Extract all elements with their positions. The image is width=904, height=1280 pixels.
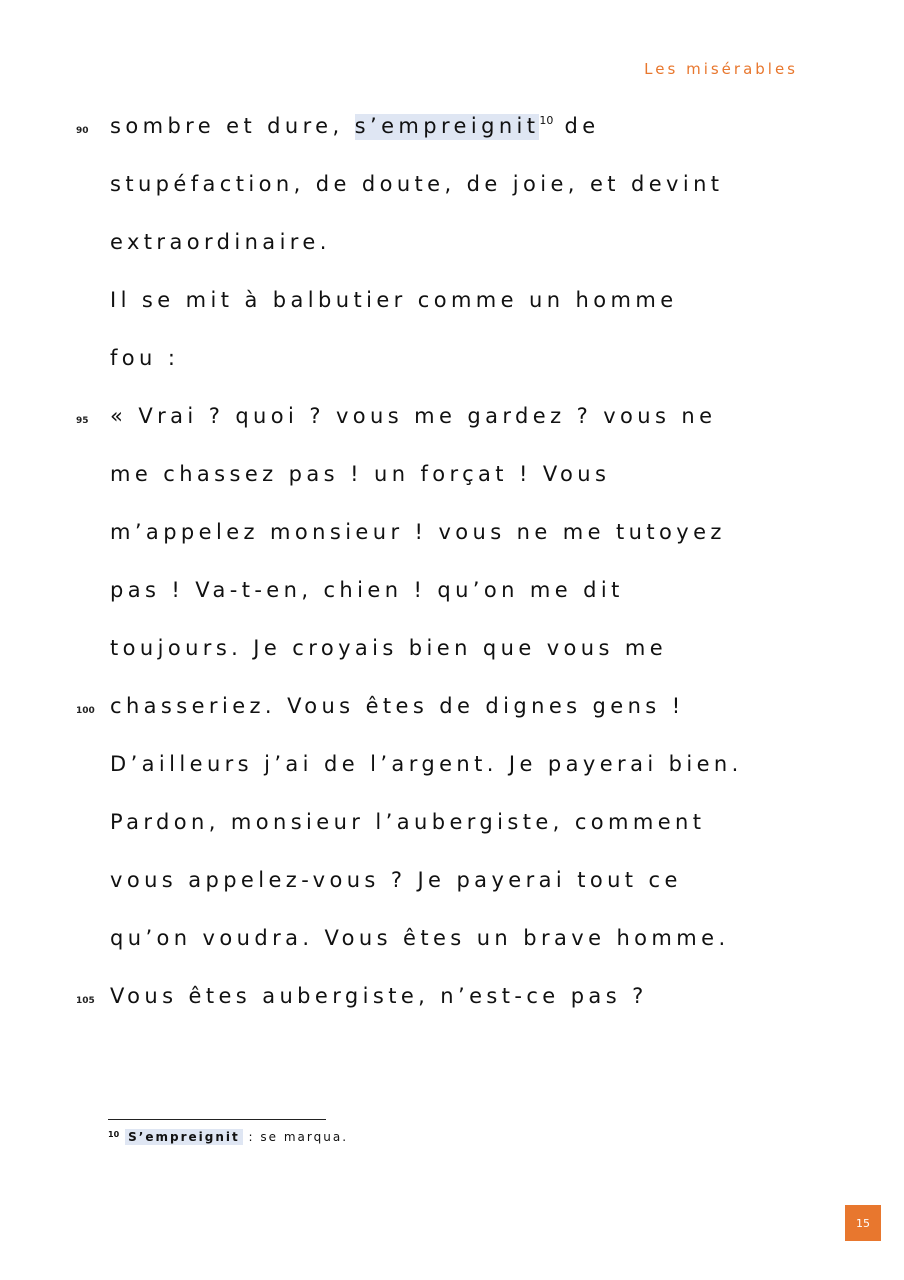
text-line — [0, 564, 904, 622]
line-text: extraordinaire. — [110, 230, 331, 254]
line-text: Il se mit à balbutier comme un homme — [110, 288, 678, 312]
line-text: vous appelez-vous ? Je payerai tout ce — [110, 868, 682, 892]
footnote — [108, 1130, 348, 1144]
running-title: Les misérables — [644, 60, 798, 78]
footnote-number: 10 — [108, 1130, 120, 1139]
highlighted-word[interactable]: s’empreignit — [354, 114, 540, 138]
line-text: Vous êtes aubergiste, n’est-ce pas ? — [110, 984, 648, 1008]
footnote-definition: : se marqua. — [242, 1130, 349, 1144]
line-text — [110, 114, 600, 138]
line-number: 90 — [76, 126, 89, 136]
text-line — [0, 100, 904, 158]
line-text: stupéfaction, de doute, de joie, et devint — [110, 172, 724, 196]
line-text: « Vrai ? quoi ? vous me gardez ? vous ne — [110, 404, 717, 428]
line-text: m’appelez monsieur ! vous ne me tutoyez — [110, 520, 726, 544]
text-line — [0, 332, 904, 390]
line-text: D’ailleurs j’ai de l’argent. Je payerai bien. — [110, 752, 743, 776]
text-line — [0, 796, 904, 854]
footnote-divider — [108, 1119, 326, 1120]
line-number: 95 — [76, 416, 89, 426]
text-line — [0, 390, 904, 448]
line-text: Pardon, monsieur l’aubergiste, comment — [110, 810, 706, 834]
text-line — [0, 158, 904, 216]
line-text: pas ! Va-t-en, chien ! qu’on me dit — [110, 578, 624, 602]
line-number: 105 — [76, 996, 95, 1006]
text-line — [0, 622, 904, 680]
footnote-term[interactable]: S’empreignit — [125, 1129, 243, 1145]
text-line — [0, 970, 904, 1028]
line-text: toujours. Je croyais bien que vous me — [110, 636, 668, 660]
text-line — [0, 448, 904, 506]
line-text-after: de — [553, 114, 600, 138]
text-line — [0, 680, 904, 738]
line-text: chasseriez. Vous êtes de dignes gens ! — [110, 694, 685, 718]
text-line — [0, 216, 904, 274]
text-line — [0, 912, 904, 970]
line-text: qu’on voudra. Vous êtes un brave homme. — [110, 926, 730, 950]
page-number: 15 — [845, 1205, 881, 1241]
text-line — [0, 854, 904, 912]
line-text-before: sombre et dure, — [110, 114, 355, 138]
text-line — [0, 274, 904, 332]
footnote-reference[interactable]: 10 — [539, 114, 554, 127]
line-text: fou : — [110, 346, 180, 370]
text-line — [0, 506, 904, 564]
text-line — [0, 738, 904, 796]
line-number: 100 — [76, 706, 95, 716]
line-text: me chassez pas ! un forçat ! Vous — [110, 462, 611, 486]
